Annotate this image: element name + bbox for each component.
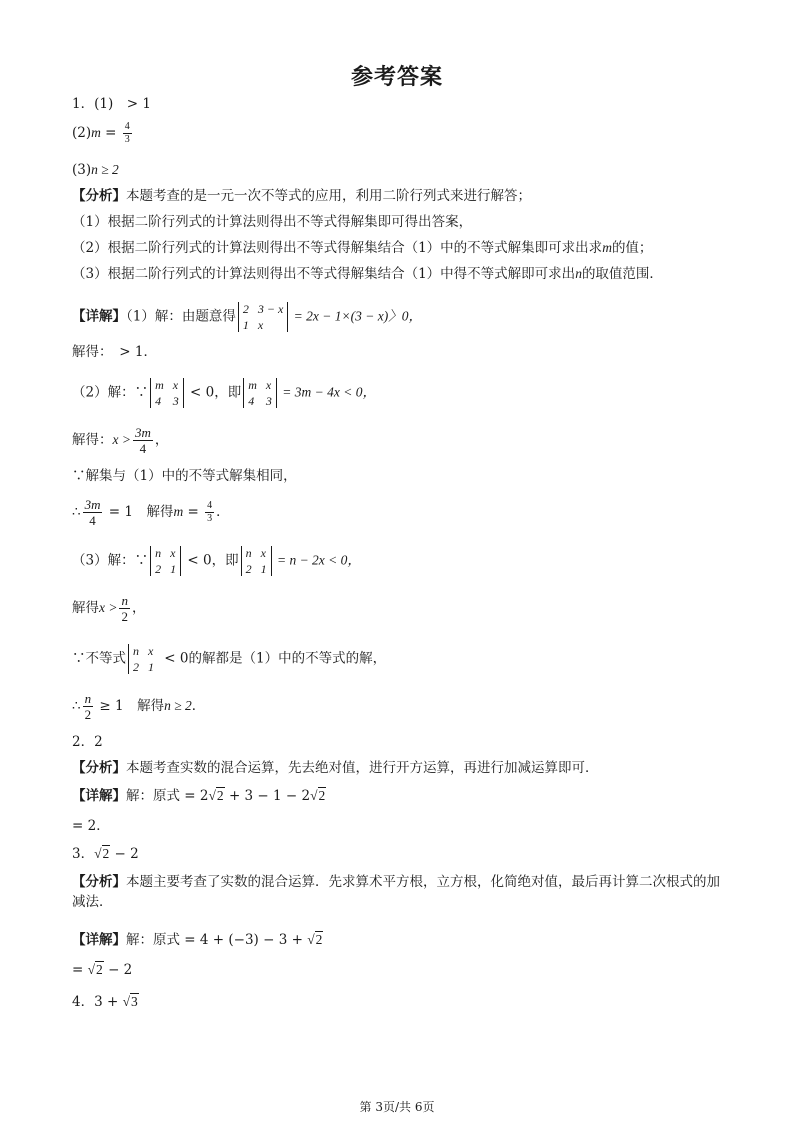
expr: = n − 2x < 0， <box>273 552 361 568</box>
cell: 4 <box>248 394 255 408</box>
radicand: 2 <box>96 962 103 977</box>
q1-analysis-3 <box>72 264 663 284</box>
q2-detail <box>72 786 326 806</box>
denominator: 3 <box>124 134 130 145</box>
cell: 2 <box>133 660 139 674</box>
cell: x <box>260 546 266 560</box>
text: < 0，即 <box>183 552 239 569</box>
sqrt: √2 <box>208 788 224 803</box>
radicand: 2 <box>315 932 323 947</box>
page-title: 参考答案 <box>350 65 443 90</box>
label: (3) <box>72 162 92 178</box>
label: (2) <box>72 125 92 141</box>
text: ∵不等式 <box>72 650 126 667</box>
cell: n <box>245 546 252 560</box>
determinant <box>128 644 158 674</box>
determinant <box>238 302 288 332</box>
expr: = 2x − 1×(3 − x)〉0， <box>290 308 422 324</box>
text: 解得： <box>72 432 113 448</box>
q1-detail-2-solution <box>72 426 168 455</box>
q1-answer-part3 <box>72 160 119 180</box>
cell: 2 <box>155 562 162 576</box>
expr: n ≥ 2 <box>91 162 119 177</box>
var: n <box>575 266 582 281</box>
var: m <box>91 125 101 140</box>
numerator: 4 <box>207 500 213 511</box>
text: 3． <box>72 846 95 862</box>
detail-tag: 【详解】 <box>72 308 126 325</box>
radicand: 2 <box>216 788 224 803</box>
sqrt: √2 <box>310 788 326 803</box>
cell: x <box>170 546 176 560</box>
var: n ≥ 2 <box>164 698 192 713</box>
page-footer: 第 3页/共 6页 <box>359 1100 435 1114</box>
q1-detail-3-solution <box>72 594 145 623</box>
denominator: 3 <box>207 513 213 524</box>
text: 4．3 + <box>72 994 123 1010</box>
cell: n <box>133 644 139 658</box>
q3-analysis <box>72 872 732 912</box>
fraction <box>133 426 153 455</box>
text: ≥ 1 解得 <box>95 698 165 714</box>
cell: 1 <box>242 318 249 332</box>
q1-detail-2-same: ∵解集与（1）中的不等式解集相同， <box>72 468 297 484</box>
text: 解得 <box>72 600 99 616</box>
radicand: 2 <box>102 846 110 861</box>
q1-detail-3 <box>72 546 361 576</box>
var: m <box>173 504 184 519</box>
q1-analysis-2 <box>72 238 652 258</box>
fraction <box>205 501 214 524</box>
cell: x <box>265 378 272 392</box>
text: 解：原式 = 2 <box>126 788 209 804</box>
var: x > <box>112 432 131 447</box>
cell: 2 <box>245 562 252 576</box>
q2-analysis <box>72 758 599 778</box>
eq: = <box>100 125 121 141</box>
text: − 2 <box>103 962 133 978</box>
q1-detail-2 <box>72 378 376 408</box>
cell: 3 <box>172 394 179 408</box>
cell: x <box>148 644 154 658</box>
fraction <box>123 122 132 145</box>
analysis-tag: 【分析】 <box>72 874 126 890</box>
denominator: 4 <box>89 513 96 528</box>
text: 的取值范围． <box>581 266 663 282</box>
denominator: 2 <box>84 707 92 722</box>
q1-detail-3-conclusion <box>72 692 205 721</box>
text: （3）根据二阶行列式的计算法则得出不等式得解集结合（1）中得不等式解即可求出 <box>72 266 576 282</box>
expr: = 3m − 4x < 0， <box>278 384 376 400</box>
text: − 2 <box>110 846 139 862</box>
q4-answer <box>72 992 139 1012</box>
determinant <box>241 546 272 576</box>
text: < 0的解都是（1）中的不等式的解， <box>160 650 387 667</box>
cell: x <box>172 378 179 392</box>
text: 的值； <box>611 240 653 256</box>
analysis-tag: 【分析】 <box>72 760 126 776</box>
determinant <box>243 378 277 408</box>
q1-analysis <box>72 186 531 206</box>
q1-detail-3-inequality <box>72 644 386 674</box>
detail-tag: 【详解】 <box>72 788 126 804</box>
eq: = <box>183 504 204 520</box>
analysis-text: 本题考查的是一元一次不等式的应用，利用二阶行列式来进行解答； <box>126 188 531 204</box>
cell: m <box>248 378 257 392</box>
cell: 3 − x <box>257 302 284 316</box>
analysis-text: 本题主要考查了实数的混合运算．先求算术平方根，立方根，化简绝对值，最后再计算二次根式的加减法． <box>72 874 720 910</box>
text: （2）解：∵ <box>72 384 149 401</box>
determinant <box>150 378 184 408</box>
q1-answer-part2 <box>72 122 134 145</box>
text: ． <box>216 504 230 520</box>
denominator: 2 <box>121 609 128 624</box>
text: + 3 − 1 − 2 <box>224 788 311 804</box>
fraction <box>83 692 94 721</box>
numerator: n <box>84 691 92 706</box>
fraction <box>119 594 130 623</box>
q1-detail-1 <box>72 302 422 332</box>
determinant <box>150 546 181 576</box>
text: （3）解：∵ <box>72 552 149 569</box>
numerator: 3m <box>84 497 101 512</box>
numerator: 3m <box>134 425 151 440</box>
cell: 4 <box>155 394 162 408</box>
q1-analysis-1: （1）根据二阶行列式的计算法则得出不等式得解集即可得出答案， <box>72 214 473 230</box>
analysis-text: 本题考查实数的混合运算，先去绝对值，进行开方运算，再进行加减运算即可． <box>126 760 599 776</box>
cell: 1 <box>170 562 177 576</box>
text: （1）解：由题意得 <box>126 308 236 325</box>
q3-answer <box>72 844 139 864</box>
detail-tag: 【详解】 <box>72 932 126 948</box>
cell: n <box>155 546 162 560</box>
cell: 3 <box>265 394 272 408</box>
q1-detail-2-conclusion <box>72 498 230 527</box>
denominator: 4 <box>139 441 147 456</box>
cell: 1 <box>148 660 154 674</box>
var: m <box>602 240 612 255</box>
text: ∴ <box>72 504 81 520</box>
sqrt: √3 <box>122 994 138 1009</box>
text: （2）根据二阶行列式的计算法则得出不等式得解集结合（1）中的不等式解集即可求出求 <box>72 240 603 256</box>
text: = <box>72 962 88 978</box>
numerator: n <box>121 593 128 608</box>
q1-answer-part1: 1．(1) > 1 <box>72 96 151 112</box>
text: ∴ <box>72 698 81 714</box>
radicand: 3 <box>131 994 138 1009</box>
sqrt: √2 <box>307 932 323 947</box>
text: < 0，即 <box>185 384 242 401</box>
cell: 2 <box>242 302 249 316</box>
radicand: 2 <box>318 788 326 803</box>
cell: m <box>155 378 164 392</box>
numerator: 4 <box>124 121 130 132</box>
q3-result <box>72 960 132 980</box>
text: ． <box>191 698 206 714</box>
sqrt: √2 <box>87 962 103 977</box>
fraction <box>83 498 103 527</box>
analysis-tag: 【分析】 <box>72 188 126 204</box>
sqrt: √2 <box>94 846 110 861</box>
q3-detail <box>72 930 323 950</box>
text: 解：原式 = 4 + (−3) − 3 + <box>126 932 308 948</box>
text: = 1 解得 <box>104 504 174 520</box>
cell: x <box>257 318 264 332</box>
text: ， <box>131 600 146 616</box>
var: x > <box>99 600 118 615</box>
q2-answer: 2．2 <box>72 734 103 750</box>
text: ， <box>154 432 169 448</box>
q1-detail-1-solution: 解得： > 1． <box>72 344 157 360</box>
q2-result: = 2． <box>72 818 110 834</box>
cell: 1 <box>260 562 267 576</box>
